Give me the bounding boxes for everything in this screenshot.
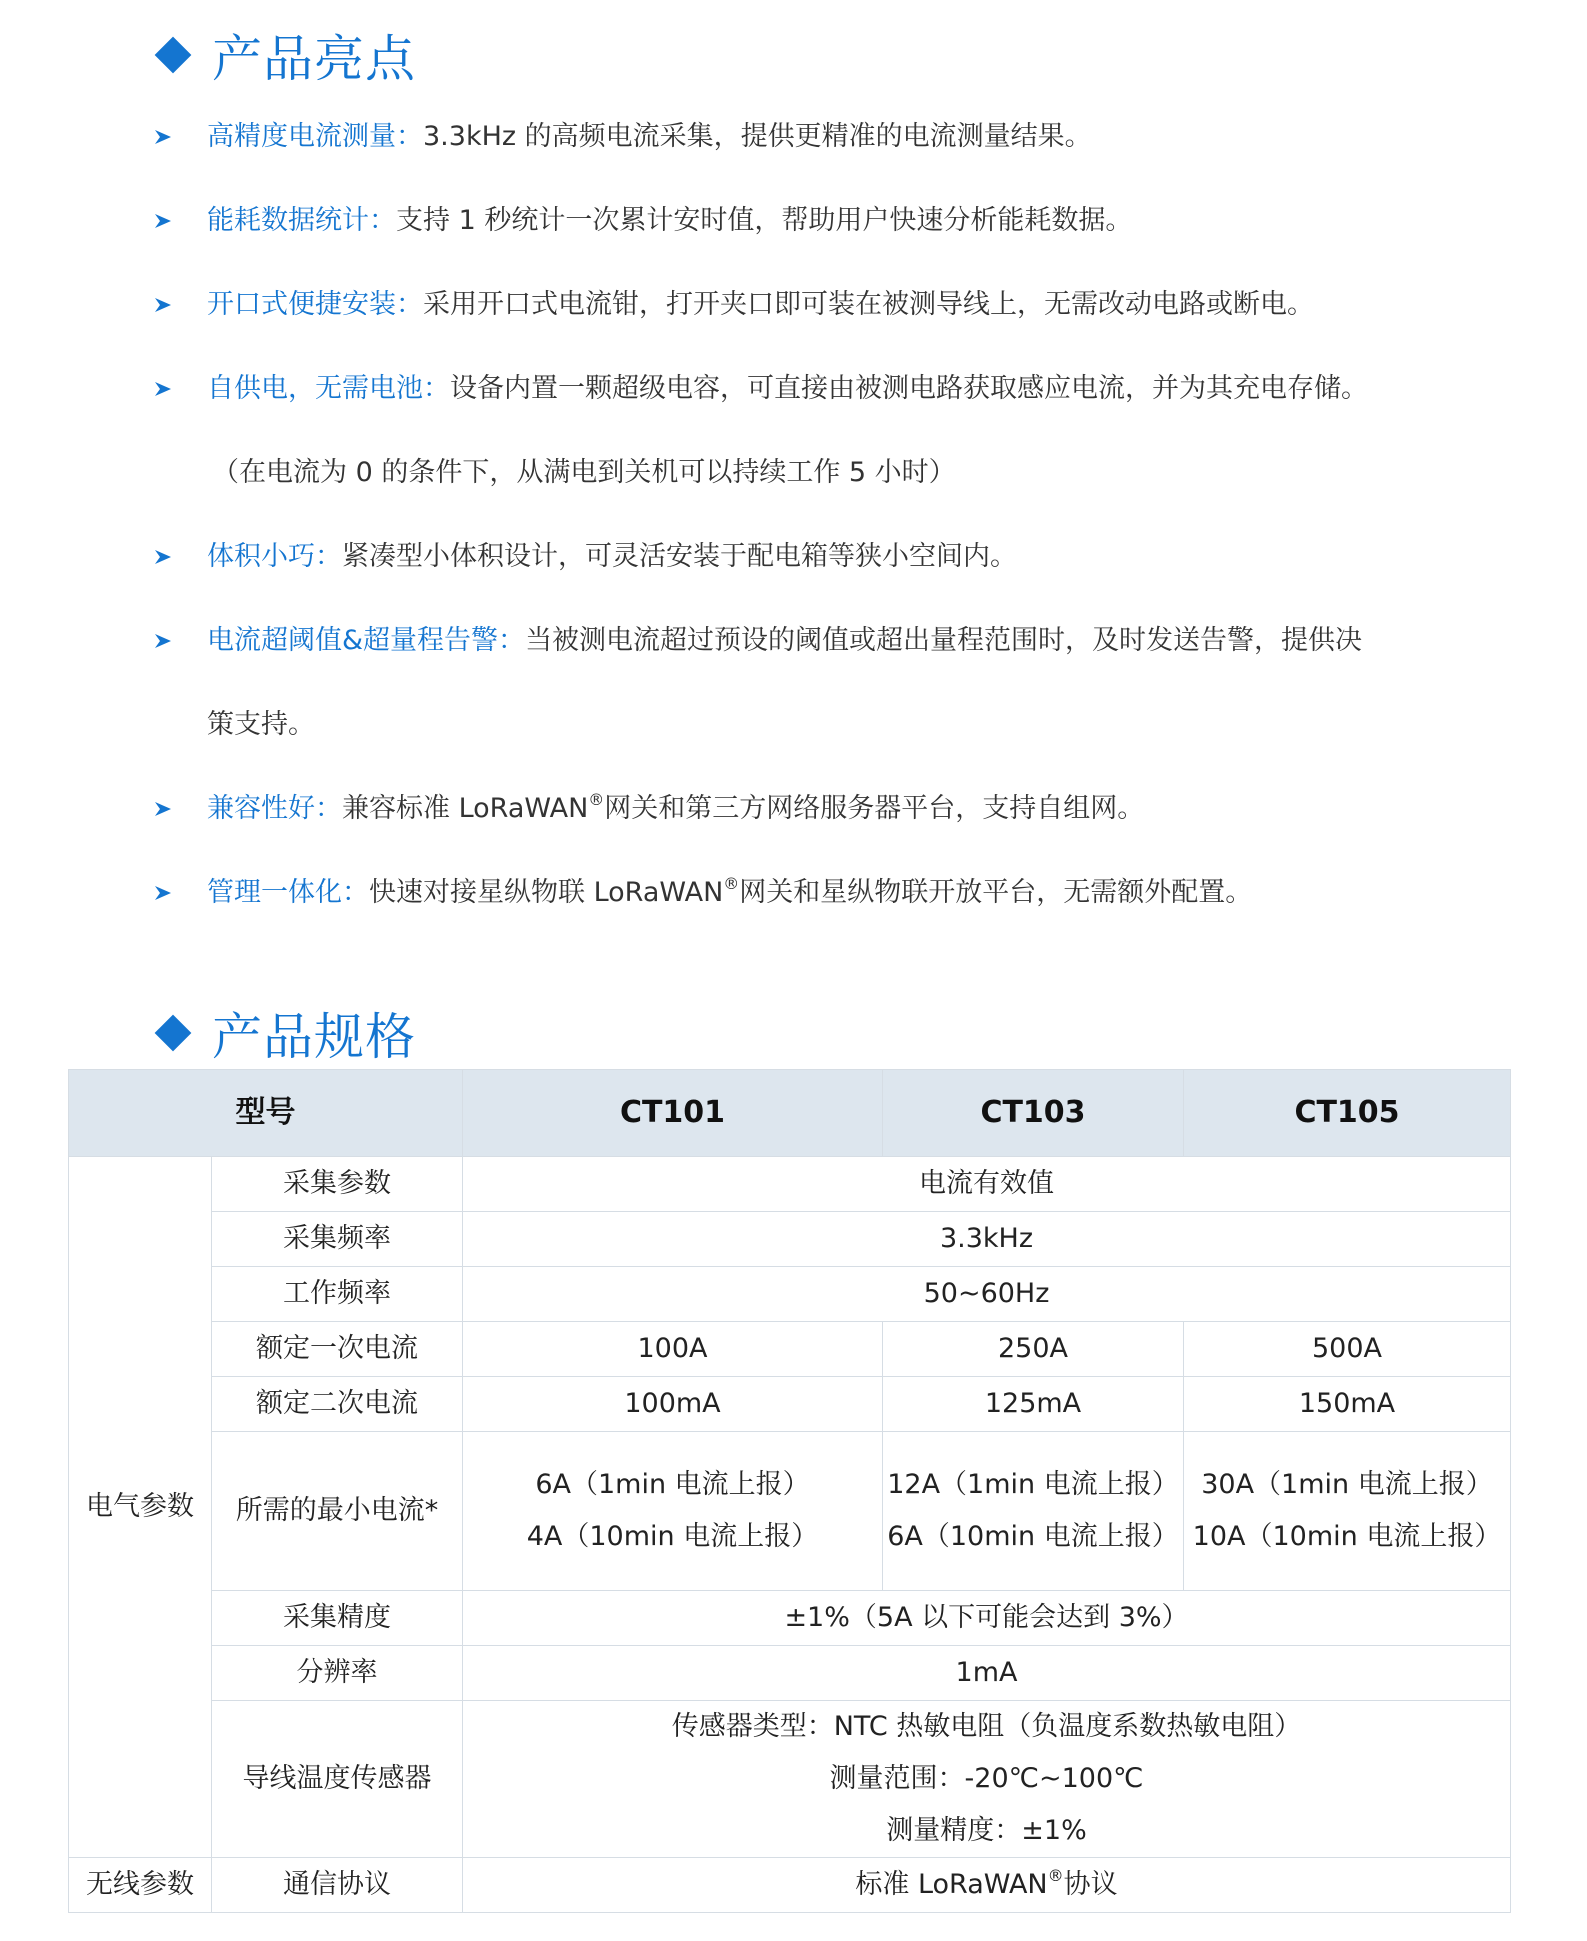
- table-row: [69, 1322, 1511, 1377]
- row-value: 250A: [883, 1322, 1184, 1377]
- highlight-key: 能耗数据统计：: [207, 205, 396, 236]
- highlight-key: 自供电，无需电池：: [207, 373, 450, 404]
- highlight-text: 支持 1 秒统计一次累计安时值，帮助用户快速分析能耗数据。: [396, 205, 1133, 236]
- row-label: 采集参数: [212, 1157, 463, 1212]
- highlight-key: 电流超阈值&超量程告警：: [207, 625, 526, 656]
- table-header-row: [69, 1070, 1511, 1157]
- row-value: [1184, 1432, 1511, 1591]
- arrow-bullet-icon: [152, 791, 174, 827]
- highlight-text: 当被测电流超过预设的阈值或超出量程范围时，及时发送告警，提供决: [525, 625, 1363, 656]
- row-label: 通信协议: [212, 1858, 463, 1913]
- arrow-bullet-icon: [152, 875, 174, 911]
- highlights-title: 产品亮点: [212, 30, 416, 88]
- table-row: [69, 1858, 1511, 1913]
- row-value: 1mA: [463, 1646, 1511, 1701]
- table-row: [69, 1646, 1511, 1701]
- protocol-text: 协议: [1063, 1869, 1118, 1901]
- highlight-item: [207, 875, 1252, 911]
- arrow-bullet-icon: [152, 371, 174, 407]
- table-row: [69, 1377, 1511, 1432]
- row-label: 工作频率: [212, 1267, 463, 1322]
- registered-mark: ®: [723, 874, 740, 893]
- highlight-continuation: 策支持。: [207, 709, 315, 740]
- table-row: [69, 1432, 1511, 1591]
- highlight-text: 紧凑型小体积设计，可灵活安装于配电箱等狭小空间内。: [342, 541, 1017, 572]
- row-label: 分辨率: [212, 1646, 463, 1701]
- row-label: 额定二次电流: [212, 1377, 463, 1432]
- value-line: 12A（1min 电流上报）: [887, 1469, 1179, 1500]
- value-line: 10A（10min 电流上报）: [1192, 1521, 1502, 1552]
- highlight-key: 体积小巧：: [207, 541, 342, 572]
- row-value: 50~60Hz: [463, 1267, 1511, 1322]
- value-line: 30A（1min 电流上报）: [1201, 1469, 1493, 1500]
- highlight-key: 开口式便捷安装：: [207, 289, 423, 320]
- row-label: 额定一次电流: [212, 1322, 463, 1377]
- spec-table: [68, 1069, 1511, 1913]
- value-line: 4A（10min 电流上报）: [526, 1521, 819, 1552]
- row-label: 采集精度: [212, 1591, 463, 1646]
- value-line: 6A（1min 电流上报）: [535, 1469, 810, 1500]
- row-label: 采集频率: [212, 1212, 463, 1267]
- section-title-highlights: [150, 20, 416, 90]
- row-label: 所需的最小电流*: [212, 1432, 463, 1591]
- diamond-bullet-icon: [155, 1015, 192, 1052]
- highlight-key: 兼容性好：: [207, 793, 342, 824]
- header-model: CT101: [463, 1070, 883, 1157]
- value-line: 传感器类型：NTC 热敏电阻（负温度系数热敏电阻）: [671, 1711, 1302, 1742]
- row-value: 150mA: [1184, 1377, 1511, 1432]
- arrow-bullet-icon: [152, 287, 174, 323]
- registered-mark: ®: [1047, 1866, 1064, 1886]
- arrow-bullet-icon: [152, 119, 174, 155]
- row-value: ±1%（5A 以下可能会达到 3%）: [463, 1591, 1511, 1646]
- table-row: [69, 1701, 1511, 1858]
- group-wireless: 无线参数: [69, 1858, 212, 1913]
- group-electrical: 电气参数: [69, 1157, 212, 1858]
- specs-title: 产品规格: [212, 1008, 416, 1066]
- header-model: CT103: [883, 1070, 1184, 1157]
- row-value: 500A: [1184, 1322, 1511, 1377]
- highlight-item: [207, 119, 1092, 155]
- header-model-label: 型号: [69, 1070, 463, 1157]
- row-value: [883, 1432, 1184, 1591]
- highlight-item: [207, 203, 1132, 239]
- row-value: 100A: [463, 1322, 883, 1377]
- table-row: [69, 1591, 1511, 1646]
- highlight-text: 兼容标准 LoRaWAN: [342, 793, 589, 824]
- value-line: 测量精度：±1%: [886, 1815, 1087, 1846]
- highlight-text: 网关和第三方网络服务器平台，支持自组网。: [604, 793, 1145, 824]
- row-value: 电流有效值: [463, 1157, 1511, 1212]
- highlight-continuation: （在电流为 0 的条件下，从满电到关机可以持续工作 5 小时）: [212, 457, 956, 488]
- table-row: [69, 1212, 1511, 1267]
- highlight-text: 快速对接星纵物联 LoRaWAN: [369, 877, 724, 908]
- highlight-item: [207, 287, 1314, 323]
- highlight-text: 设备内置一颗超级电容，可直接由被测电路获取感应电流，并为其充电存储。: [450, 373, 1368, 404]
- row-value: 100mA: [463, 1377, 883, 1432]
- table-row: [69, 1157, 1511, 1212]
- highlight-item: [207, 623, 1362, 659]
- row-label: 导线温度传感器: [212, 1701, 463, 1858]
- arrow-bullet-icon: [152, 203, 174, 239]
- row-value: [463, 1701, 1511, 1858]
- table-row: [69, 1267, 1511, 1322]
- value-line: 测量范围：-20℃~100℃: [829, 1763, 1144, 1794]
- diamond-bullet-icon: [155, 37, 192, 74]
- row-value: 3.3kHz: [463, 1212, 1511, 1267]
- protocol-text: 标准 LoRaWAN: [855, 1869, 1048, 1901]
- highlight-text: 采用开口式电流钳，打开夹口即可装在被测导线上，无需改动电路或断电。: [423, 289, 1314, 320]
- highlight-item: [207, 539, 1017, 575]
- arrow-bullet-icon: [152, 539, 174, 575]
- row-value: 125mA: [883, 1377, 1184, 1432]
- highlight-item: [207, 371, 1368, 407]
- section-title-specs: [150, 998, 416, 1068]
- row-value: [463, 1432, 883, 1591]
- highlight-key: 管理一体化：: [207, 877, 369, 908]
- registered-mark: ®: [588, 790, 605, 809]
- highlight-text: 3.3kHz 的高频电流采集，提供更精准的电流测量结果。: [423, 121, 1092, 152]
- arrow-bullet-icon: [152, 623, 174, 659]
- highlight-text: 网关和星纵物联开放平台，无需额外配置。: [739, 877, 1253, 908]
- value-line: 6A（10min 电流上报）: [887, 1521, 1179, 1552]
- row-value: [463, 1858, 1511, 1913]
- header-model: CT105: [1184, 1070, 1511, 1157]
- highlight-item: [207, 791, 1144, 827]
- highlight-key: 高精度电流测量：: [207, 121, 423, 152]
